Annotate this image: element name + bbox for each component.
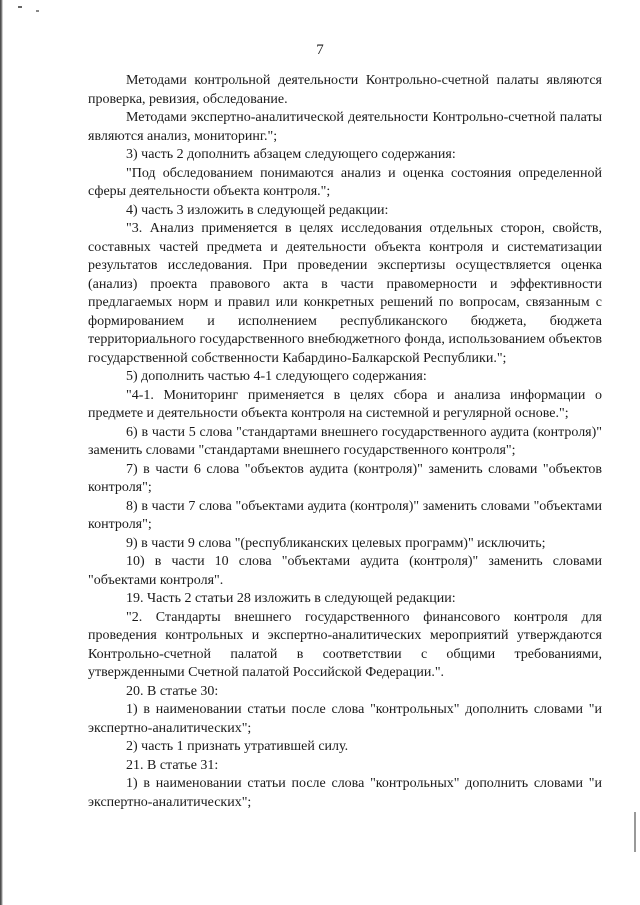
scan-left-edge xyxy=(0,0,3,905)
document-body xyxy=(88,72,602,812)
paragraph: 21. В статье 31: xyxy=(126,757,219,773)
paragraph: "2. Стандарты внешнего государственного финансового контроля для проведения контрольных и экспертно-аналитических мероприятий утверждаются Контрольно-счетной палатой в соответствии с общими требованиями, утвержденными Счетной палатой Российской Федерации.". xyxy=(88,609,602,680)
paragraph: 5) дополнить частью 4-1 следующего содержания: xyxy=(126,369,427,384)
paragraph: 7) в части 6 слова "объектов аудита (контроля)" заменить словами "объектов контроля"; xyxy=(88,461,602,495)
paragraph: Методами контрольной деятельности Контрольно-счетной палаты являются проверка, ревизия, обследование. xyxy=(88,73,602,107)
paragraph: "3. Анализ применяется в целях исследования отдельных сторон, свойств, составных частей предмета и деятельности объекта контроля и систематизации результатов исследования. При проведении экспертизы осуществляется оценка (анализ) проекта правового акта в части правомерности и эффективности предлагаемых норм и правил или конкретных решений по вопросам, связанным с формированием и исполнением республиканского бюджета, бюджета территориального государственного внебюджетного фонда, использованием объектов государственной собственности Кабардино-Балкарской Республики."; xyxy=(88,221,602,366)
paragraph: "Под обследованием понимаются анализ и оценка состояния определенной сферы деятельности объекта контроля."; xyxy=(88,165,602,199)
scan-artifact xyxy=(36,10,39,12)
scan-artifact xyxy=(634,812,636,852)
scan-artifact xyxy=(18,6,22,8)
paragraph: 1) в наименовании статьи после слова "контрольных" дополнить словами "и экспертно-аналитических"; xyxy=(88,776,602,810)
paragraph: 6) в части 5 слова "стандартами внешнего государственного аудита (контроля)" заменить словами "стандартами внешнего государственного контроля"; xyxy=(88,424,602,458)
paragraph: "4-1. Мониторинг применяется в целях сбора и анализа информации о предмете и деятельности объекта контроля на системной и регулярной основе."; xyxy=(88,387,602,421)
paragraph: 19. Часть 2 статьи 28 изложить в следующей редакции: xyxy=(126,591,456,606)
paragraph: 10) в части 10 слова "объектами аудита (контроля)" заменить словами "объектами контроля". xyxy=(88,554,602,588)
page-number: 7 xyxy=(316,42,324,58)
paragraph: 9) в части 9 слова "(республиканских целевых программ)" исключить; xyxy=(126,535,546,551)
paragraph: 8) в части 7 слова "объектами аудита (контроля)" заменить словами "объектами контроля"; xyxy=(88,498,602,532)
paragraph: 4) часть 3 изложить в следующей редакции: xyxy=(126,202,389,218)
paragraph: 20. В статье 30: xyxy=(126,683,219,699)
paragraph: 3) часть 2 дополнить абзацем следующего содержания: xyxy=(126,147,456,162)
paragraph: Методами экспертно-аналитической деятельности Контрольно-счетной палаты являются анализ, мониторинг."; xyxy=(88,110,602,144)
paragraph: 1) в наименовании статьи после слова "контрольных" дополнить словами "и экспертно-аналитических"; xyxy=(88,702,602,736)
paragraph: 2) часть 1 признать утратившей силу. xyxy=(126,739,349,754)
